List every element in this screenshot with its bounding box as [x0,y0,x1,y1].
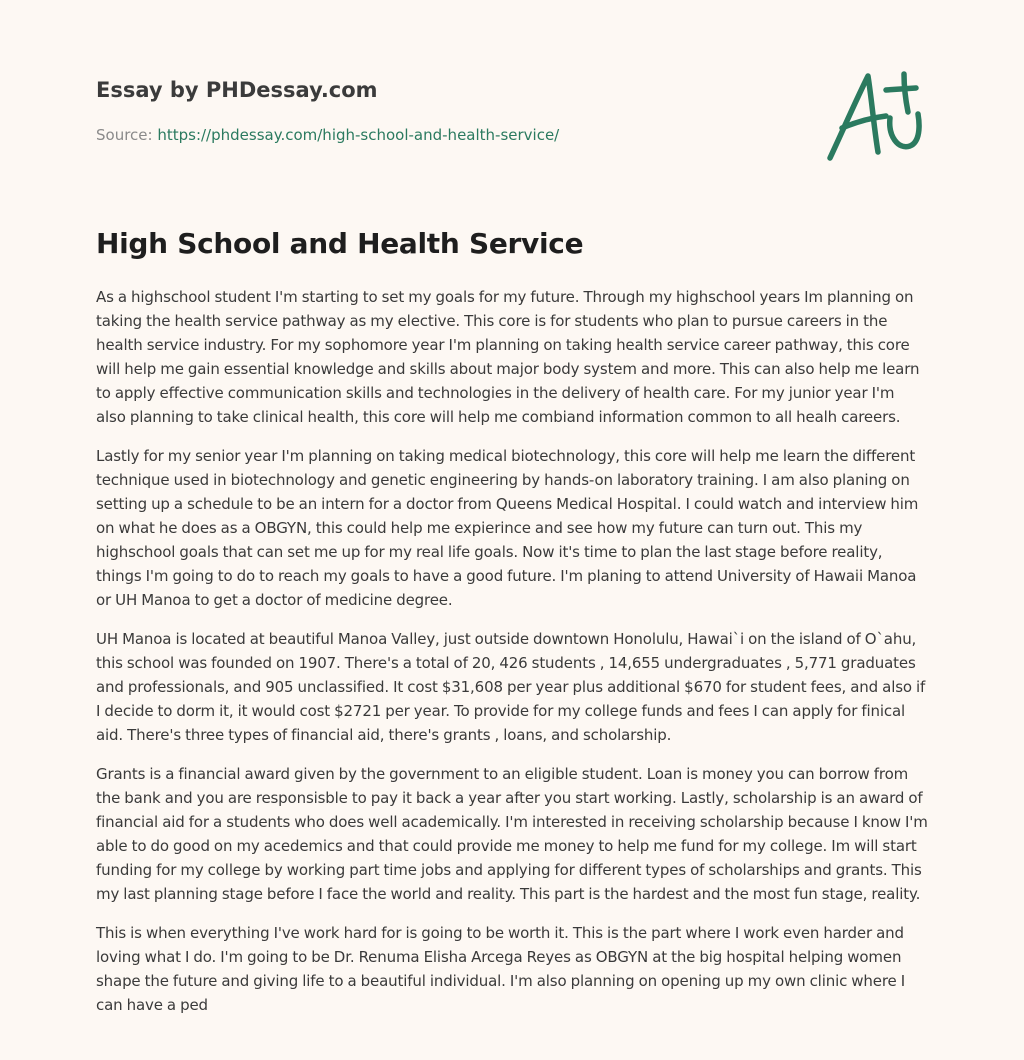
essay-title: High School and Health Service [96,227,584,260]
essay-body [96,285,928,1032]
source-line [96,125,696,145]
source-label: Source: [96,126,158,144]
essay-paragraph: Lastly for my senior year I'm planning on taking medical biotechnology, this core will help me learn the different technique used in biotechnology and genetic engineering by hands-on laboratory training. I am also planing on setting up a schedule to be an intern for a doctor from Queens Medical Hospital. I could watch and interview him on what he does as a OBGYN, this could help me expierince and see how my future can turn out. This my highschool goals that can set me up for my real life goals. Now it's time to plan the last stage before reality, things I'm going to do to reach my goals to have a good future. I'm planing to attend University of Hawaii Manoa or UH Manoa to get a doctor of medicine degree. [96,447,919,609]
essay-paragraph: UH Manoa is located at beautiful Manoa Valley, just outside downtown Honolulu, Hawai`i on the island of O`ahu, this school was founded on 1907. There's a total of 20, 426 students , 14,655 undergraduates , 5,771 graduates and professionals, and 905 unclassified. It cost $31,608 per year plus additional $670 for student fees, and also if I decide to dorm it, it would cost $2721 per year. To provide for my college funds and fees I can apply for finical aid. There's three types of financial aid, there's grants , loans, and scholarship. [96,630,926,744]
essay-header [96,76,696,145]
site-brand: Essay by PHDessay.com [96,78,378,102]
a-plus-logo-icon [820,66,930,166]
essay-paragraph: As a highschool student I'm starting to set my goals for my future. Through my highschool years Im planning on taking the health service pathway as my elective. This core is for students who plan to pursue careers in the health service industry. For my sophomore year I'm planning on taking health service career pathway, this core will help me gain essential knowledge and skills about major body system and more. This can also help me learn to apply effective communication skills and technologies in the delivery of health care. For my junior year I'm also planning to take clinical health, this core will help me combiand information common to all healh careers. [96,288,920,426]
essay-paragraph: This is when everything I've work hard for is going to be worth it. This is the part where I work even harder and loving what I do. I'm going to be Dr. Renuma Elisha Arcega Reyes as OBGYN at the big hospital helping women shape the future and giving life to a beautiful individual. I'm also planning on opening up my own clinic where I can have a ped [96,924,906,1014]
source-link[interactable]: https://phdessay.com/high-school-and-health-service/ [157,126,560,144]
essay-paragraph: Grants is a financial award given by the government to an eligible student. Loan is money you can borrow from the bank and you are responsisble to pay it back a year after you start working. Lastly, scholarship is an award of financial aid for a students who does well academically. I'm interested in receiving scholarship because I know I'm able to do good on my acedemics and that could provide me money to help me fund for my college. Im will start funding for my college by working part time jobs and applying for different types of scholarships and grants. This my last planning stage before I face the world and reality. This part is the hardest and the most fun stage, reality. [96,765,928,903]
